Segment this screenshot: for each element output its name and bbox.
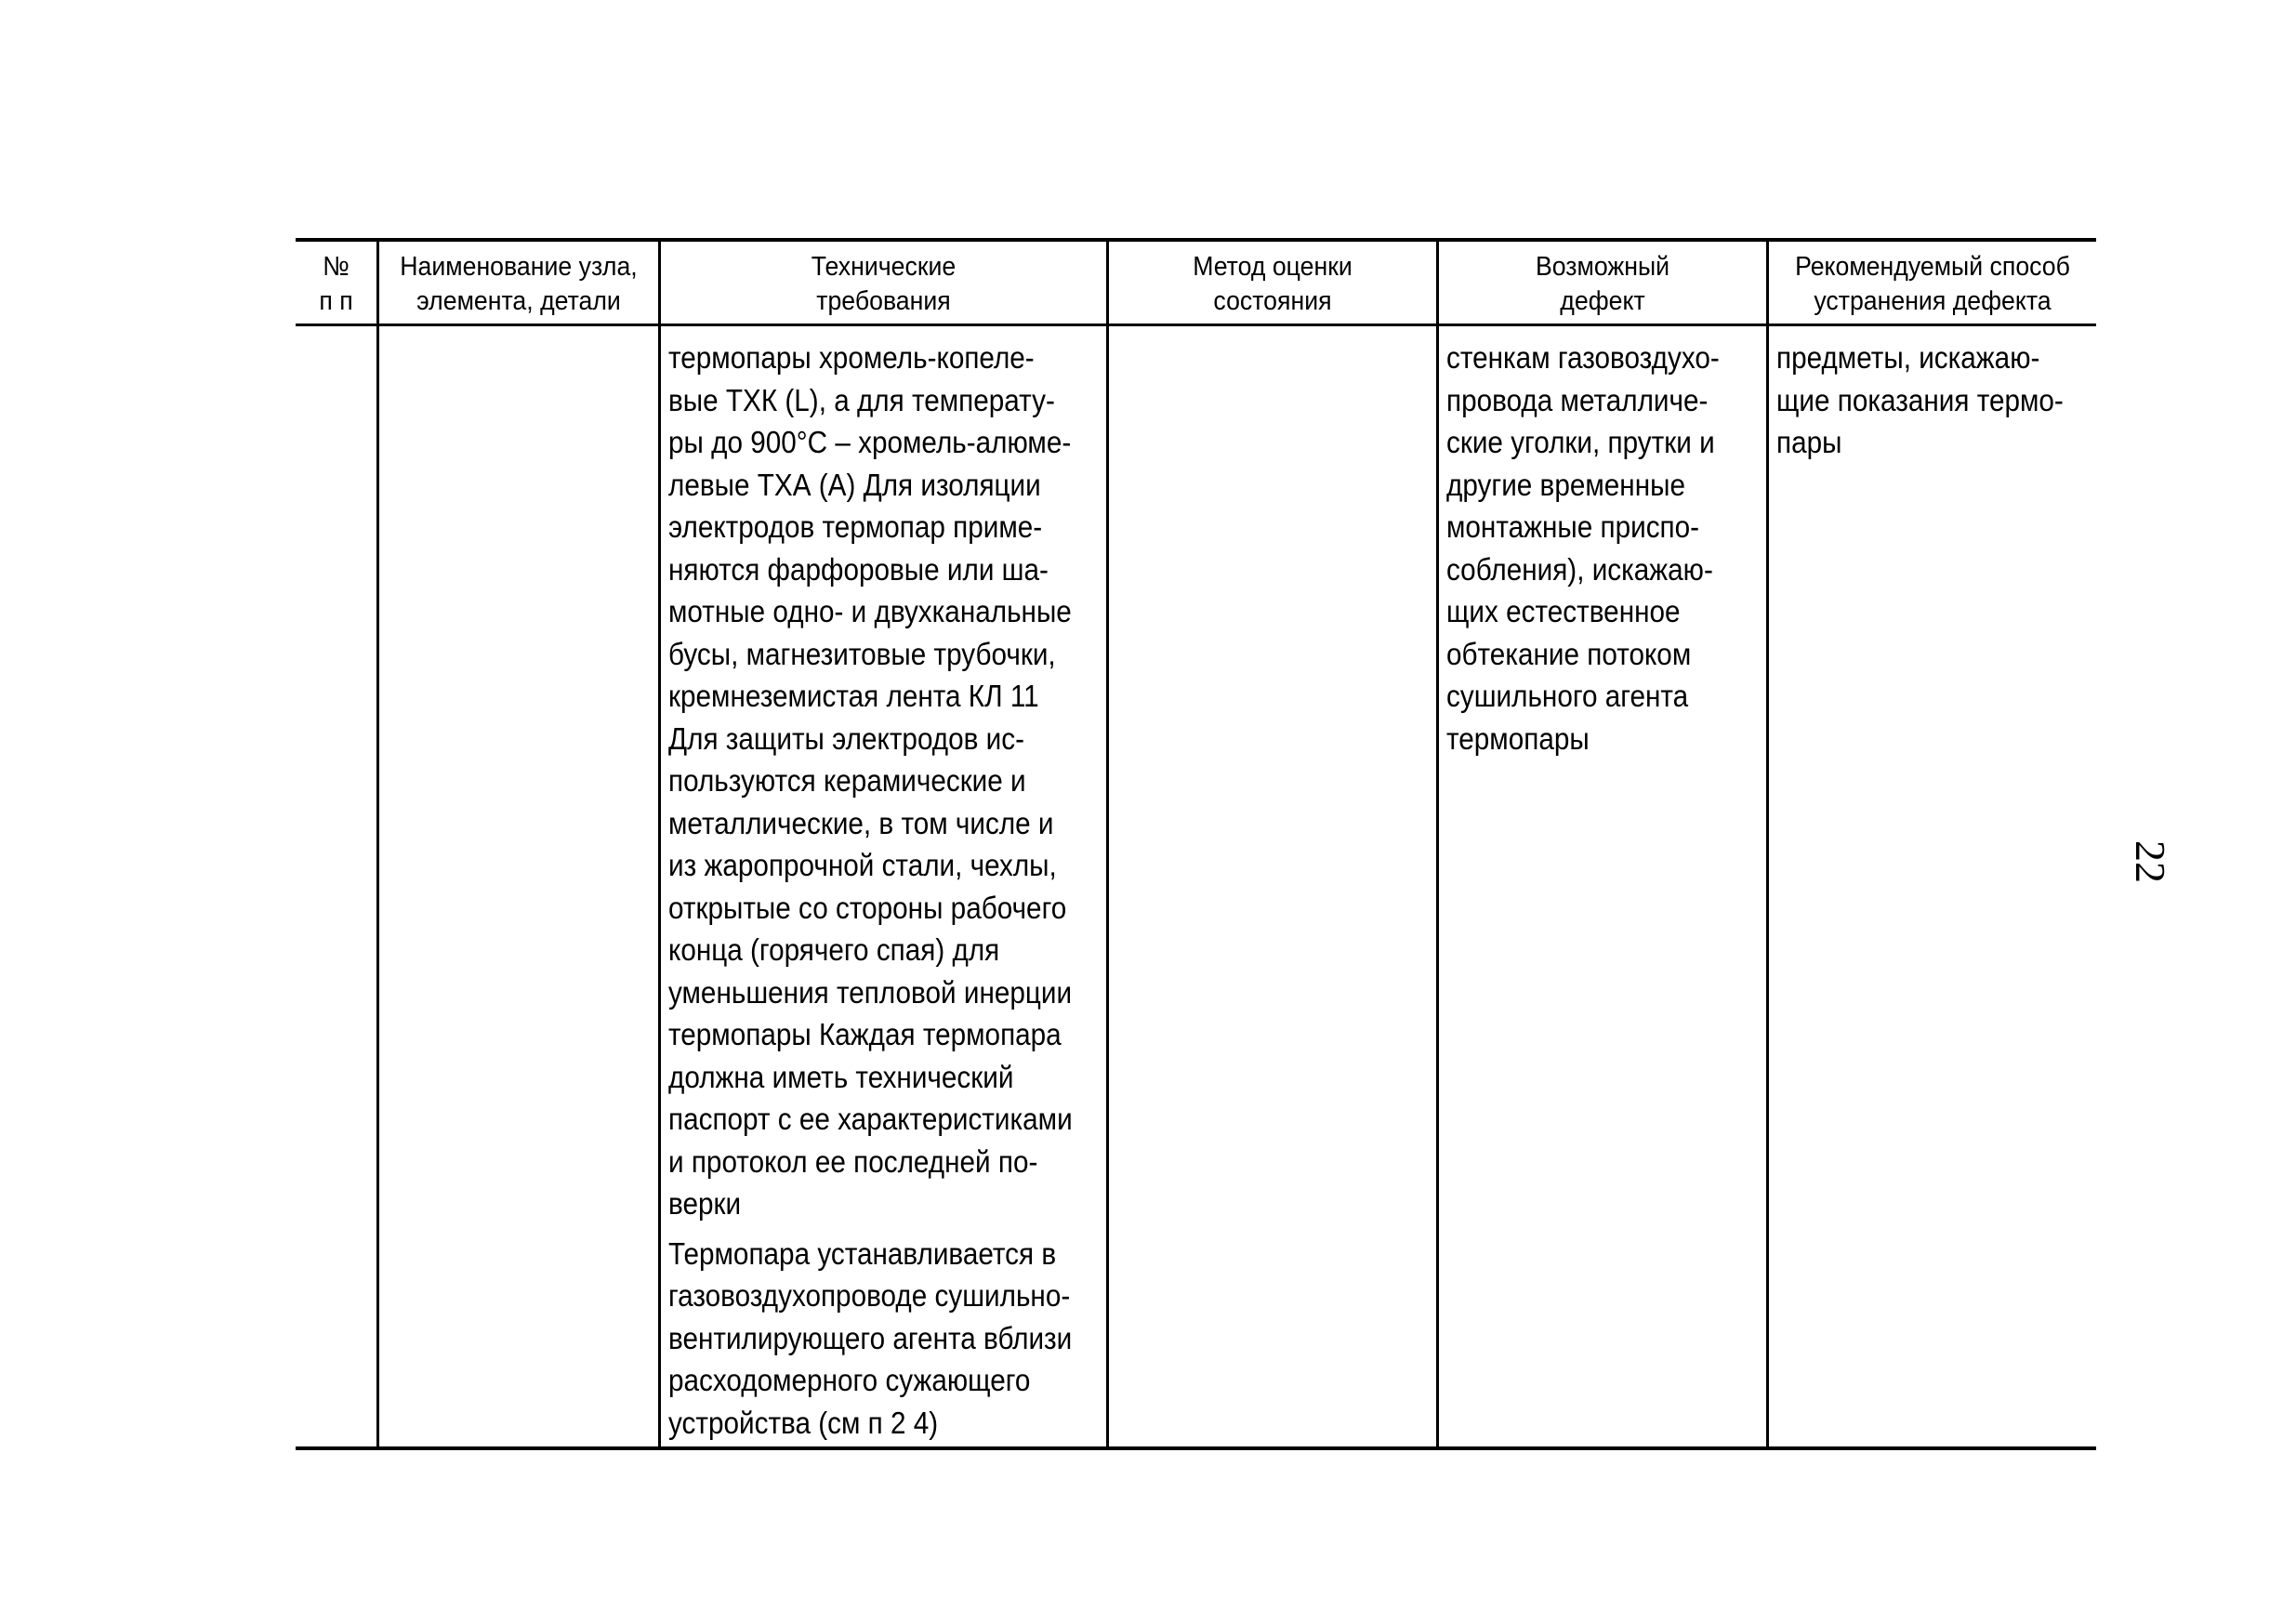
text-line: кремнеземистая лента КЛ 11 <box>668 679 1039 713</box>
text-line: термопары хромель-копеле- <box>668 340 1035 375</box>
text-line: ские уголки, прутки и <box>1446 425 1715 459</box>
header-name-line: Наименование узла, <box>400 252 638 282</box>
header-defect-line: дефект <box>1560 286 1645 316</box>
header-requirements-line: Технические <box>811 252 957 282</box>
text-line: монтажные приспо- <box>1446 509 1700 544</box>
text-line: устройства (см п 2 4) <box>668 1405 939 1440</box>
text-line: мотные одно- и двухканальные <box>668 594 1072 628</box>
header-name-line: элемента, детали <box>416 286 621 316</box>
text-line: ры до 900°С – хромель-алюме- <box>668 425 1072 459</box>
text-line: электродов термопар приме- <box>668 509 1043 544</box>
text-line: Термопара устанавливается в <box>668 1235 1057 1271</box>
text-line: конца (горячего спая) для <box>668 932 1000 967</box>
text-line: другие временные <box>1446 467 1685 502</box>
remedy-text <box>1776 337 2064 464</box>
text-line: расходомерного сужающего <box>668 1363 1031 1397</box>
column-divider <box>658 238 661 1448</box>
text-line: газовоздухопроводе сушильно- <box>668 1278 1071 1313</box>
column-divider <box>1436 238 1439 1448</box>
defects-table <box>296 238 2096 1451</box>
table-top-rule <box>296 238 2096 242</box>
text-line: бусы, магнезитовые трубочки, <box>668 636 1056 671</box>
header-number-line: п п <box>319 286 353 316</box>
text-line: Для защиты электродов ис- <box>668 720 1025 756</box>
header-requirements-line: требования <box>816 286 951 316</box>
text-line: няются фарфоровые или ша- <box>668 551 1049 587</box>
header-remedy <box>1782 245 2083 324</box>
text-line: пары <box>1776 425 1842 459</box>
header-defect <box>1452 245 1753 324</box>
header-number-line: № <box>323 252 350 282</box>
text-line: открытые со стороны рабочего <box>668 890 1067 925</box>
text-line: обтекание потоком <box>1446 636 1692 671</box>
text-line: стенкам газовоздухо- <box>1446 340 1720 375</box>
text-line: провода металличе- <box>1446 382 1709 417</box>
text-line: вентилирующего агента вблизи <box>668 1320 1073 1355</box>
header-name <box>390 245 647 324</box>
text-line: сушильного агента <box>1446 679 1689 713</box>
text-line: собления), искажаю- <box>1446 551 1713 587</box>
table-bottom-rule <box>296 1446 2096 1450</box>
text-line: металлические, в том числе и <box>668 805 1054 840</box>
text-line: термопары <box>1446 720 1590 756</box>
text-line: и протокол ее последней по- <box>668 1143 1038 1179</box>
header-defect-line: Возможный <box>1535 252 1670 282</box>
text-line: верки <box>668 1186 742 1221</box>
requirements-paragraph-1 <box>668 337 1073 1225</box>
column-divider <box>376 238 379 1448</box>
remedy-cell <box>1776 337 2064 464</box>
requirements-paragraph-2 <box>668 1233 1073 1445</box>
header-method <box>1122 245 1423 324</box>
text-line: вые ТХК (L), а для температу- <box>668 382 1055 417</box>
header-method-line: Метод оценки <box>1193 252 1353 282</box>
header-method-line: состояния <box>1213 286 1332 316</box>
text-line: пользуются керамические и <box>668 763 1026 798</box>
header-remedy-line: Рекомендуемый способ <box>1795 252 2070 282</box>
text-line: термопары Каждая термопара <box>668 1017 1062 1051</box>
text-line: предметы, искажаю- <box>1776 340 2040 375</box>
header-number <box>298 245 373 324</box>
text-line: щие показания термо- <box>1776 382 2064 417</box>
defect-text <box>1446 337 1720 759</box>
text-line: левые ТХА (А) Для изоляции <box>668 467 1041 502</box>
text-line: уменьшения тепловой инерции <box>668 974 1073 1010</box>
header-requirements <box>679 245 1089 324</box>
page-number: 22 <box>2127 840 2174 883</box>
header-remedy-line: устранения дефекта <box>1814 286 2052 316</box>
table-header-rule <box>296 324 2096 326</box>
column-divider <box>1766 238 1769 1448</box>
defect-cell <box>1446 337 1720 759</box>
text-line: паспорт с ее характеристиками <box>668 1102 1073 1136</box>
text-line: из жаропрочной стали, чехлы, <box>668 848 1057 882</box>
requirements-cell <box>668 337 1073 1444</box>
text-line: должна иметь технический <box>668 1059 1014 1094</box>
column-divider <box>1106 238 1109 1448</box>
text-line: щих естественное <box>1446 594 1681 628</box>
